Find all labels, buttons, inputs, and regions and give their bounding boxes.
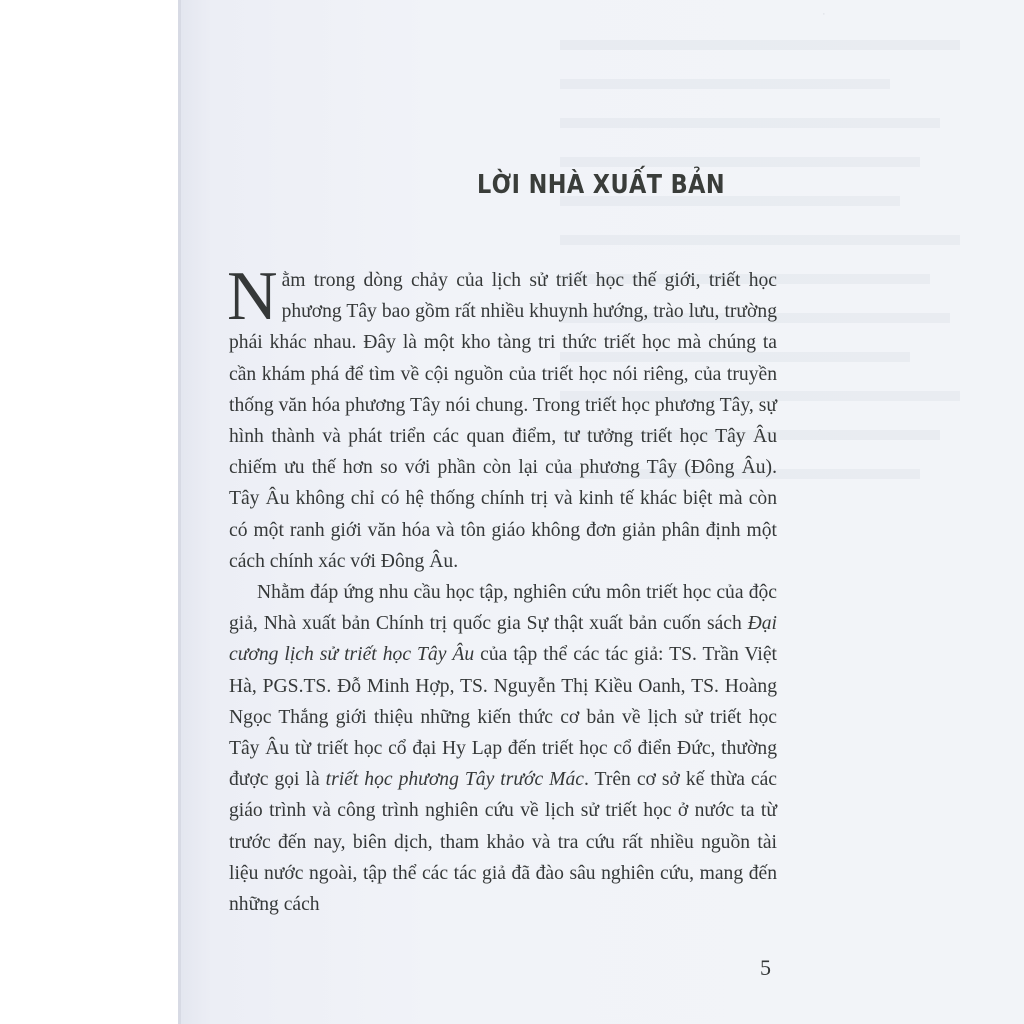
paragraph-2-text-c: . Trên cơ sở kế thừa các giáo trình và công trình nghiên cứu về lịch sử triết học ở nước ta từ trước đến nay, biên dịch, tham khảo và tra cứu rất nhiều nguồn tài liệu nước ngoài, tập thể các tác giả đã đào sâu nghiên cứu, mang đến những cách xyxy=(229,769,777,916)
corner-mark: · xyxy=(822,8,826,20)
page-edge xyxy=(178,0,181,1024)
page-number: 5 xyxy=(760,955,771,980)
body-text xyxy=(227,258,778,920)
paragraph-2-text-b: của tập thể các tác giả: TS. Trần Việt Hà, PGS.TS. Đỗ Minh Hợp, TS. Nguyễn Thị Kiều Oanh, TS. Hoàng Ngọc Thắng giới thiệu những kiến thức cơ bản về lịch sử triết học Tây Âu từ triết học cổ đại Hy Lạp đến triết học cổ điển Đức, thường được gọi là xyxy=(229,644,778,791)
term-emphasis: triết học phương Tây trước Mác xyxy=(325,769,584,791)
paragraph-1 xyxy=(227,258,777,577)
paragraph-2 xyxy=(229,577,777,920)
page-title: LỜI NHÀ XUẤT BẢN xyxy=(476,170,726,200)
drop-cap: N xyxy=(227,258,278,335)
paragraph-1-text: ằm trong dòng chảy của lịch sử triết học thế giới, triết học phương Tây bao gồm rất nhiều khuynh hướng, trào lưu, trường phái khác nhau. Đây là một kho tàng tri thức triết học mà chúng ta cần khám phá để tìm về cội nguồn của triết học nói riêng, của truyền thống văn hóa phương Tây nói chung. Trong triết học phương Tây, sự hình thành và phát triển các quan điểm, tư tưởng triết học Tây Âu chiếm ưu thế hơn so với phần còn lại của phương Tây (Đông Âu). Tây Âu không chỉ có hệ thống chính trị và kinh tế khác biệt mà còn có một ranh giới văn hóa và tôn giáo không đơn giản phân định một cách chính xác với Đông Âu. xyxy=(229,270,777,572)
book-title: Đại cương lịch sử triết học Tây Âu xyxy=(229,613,777,666)
paragraph-2-text-a: Nhằm đáp ứng nhu cầu học tập, nghiên cứu môn triết học của độc giả, Nhà xuất bản Chính trị quốc gia Sự thật xuất bản cuốn sách xyxy=(229,582,777,635)
